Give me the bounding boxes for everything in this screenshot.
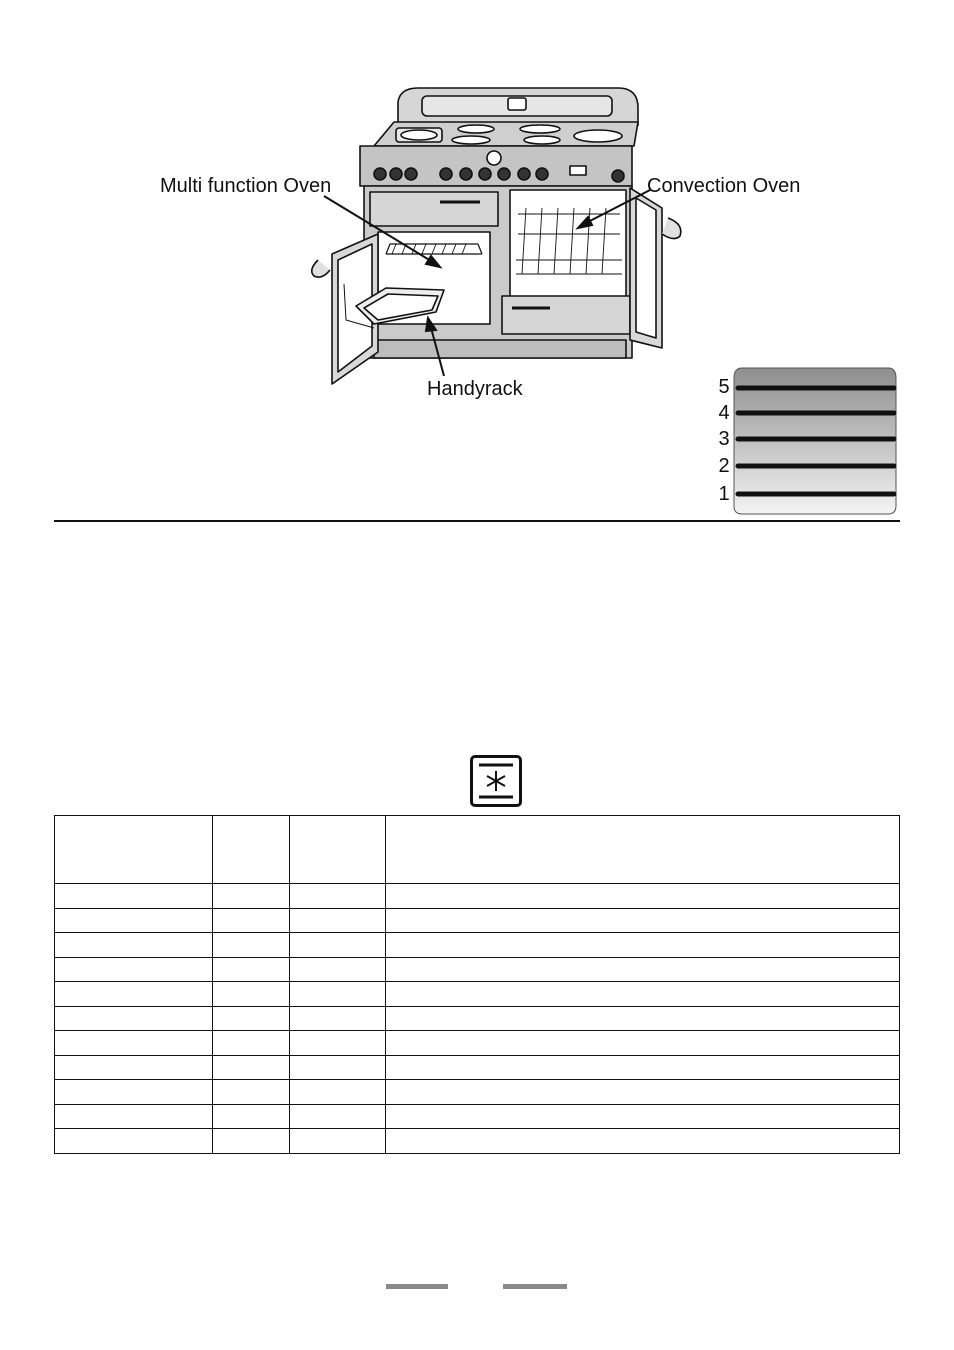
page-number-dash-right <box>503 1284 567 1289</box>
table-cell <box>213 933 290 958</box>
table-cell <box>213 884 290 909</box>
table-cell <box>55 884 213 909</box>
table-cell <box>55 1006 213 1031</box>
section-divider <box>54 520 900 522</box>
shelf-number-4: 4 <box>718 402 730 424</box>
table-row <box>55 1104 900 1129</box>
table-row <box>55 884 900 909</box>
table-cell <box>290 933 386 958</box>
table-header-cell <box>55 816 213 884</box>
table-cell <box>213 1080 290 1105</box>
table-cell <box>290 1031 386 1056</box>
table-cell <box>55 908 213 933</box>
table-row <box>55 1129 900 1154</box>
oven-fan-defrost-icon <box>470 755 522 807</box>
table-cell <box>213 982 290 1007</box>
range-cooker-illustration <box>300 84 690 389</box>
table-cell <box>386 908 900 933</box>
table-cell <box>386 1104 900 1129</box>
handyrack-label: Handyrack <box>427 378 523 400</box>
table-cell <box>55 982 213 1007</box>
table-header-cell <box>386 816 900 884</box>
table-row <box>55 957 900 982</box>
shelf-number-3: 3 <box>718 428 730 450</box>
shelf-number-5: 5 <box>718 376 730 398</box>
table-row <box>55 1006 900 1031</box>
table-cell <box>386 1055 900 1080</box>
table-row <box>55 933 900 958</box>
table-cell <box>290 1129 386 1154</box>
table-header-row <box>55 816 900 884</box>
table-cell <box>213 1129 290 1154</box>
table-cell <box>290 982 386 1007</box>
table-cell <box>290 1080 386 1105</box>
table-header-cell <box>213 816 290 884</box>
table-cell <box>386 1031 900 1056</box>
table-cell <box>290 957 386 982</box>
table-cell <box>55 1080 213 1105</box>
table-cell <box>386 982 900 1007</box>
table-cell <box>386 1129 900 1154</box>
table-cell <box>290 1006 386 1031</box>
table-cell <box>55 1129 213 1154</box>
table-cell <box>55 1055 213 1080</box>
page-number-dash-left <box>386 1284 448 1289</box>
shelf-number-1: 1 <box>718 483 730 505</box>
table-cell <box>213 908 290 933</box>
multi-function-oven-label: Multi function Oven <box>160 175 332 197</box>
table-cell <box>55 1104 213 1129</box>
table-row <box>55 908 900 933</box>
table-row <box>55 1080 900 1105</box>
table-cell <box>55 933 213 958</box>
table-cell <box>55 1031 213 1056</box>
table-row <box>55 1031 900 1056</box>
table-cell <box>213 1031 290 1056</box>
table-cell <box>386 884 900 909</box>
table-row <box>55 982 900 1007</box>
table-cell <box>290 1055 386 1080</box>
table-cell <box>386 1080 900 1105</box>
table-cell <box>213 957 290 982</box>
table-cell <box>213 1055 290 1080</box>
cooking-guide-table <box>54 815 900 1154</box>
table-cell <box>290 884 386 909</box>
table-cell <box>290 1104 386 1129</box>
table-cell <box>213 1006 290 1031</box>
shelf-positions-diagram <box>730 366 902 518</box>
shelf-number-2: 2 <box>718 455 730 477</box>
convection-oven-label: Convection Oven <box>647 175 801 197</box>
table-cell <box>386 957 900 982</box>
table-cell <box>213 1104 290 1129</box>
table-cell <box>386 1006 900 1031</box>
table-header-cell <box>290 816 386 884</box>
table-row <box>55 1055 900 1080</box>
table-cell <box>55 957 213 982</box>
table-cell <box>290 908 386 933</box>
table-cell <box>386 933 900 958</box>
